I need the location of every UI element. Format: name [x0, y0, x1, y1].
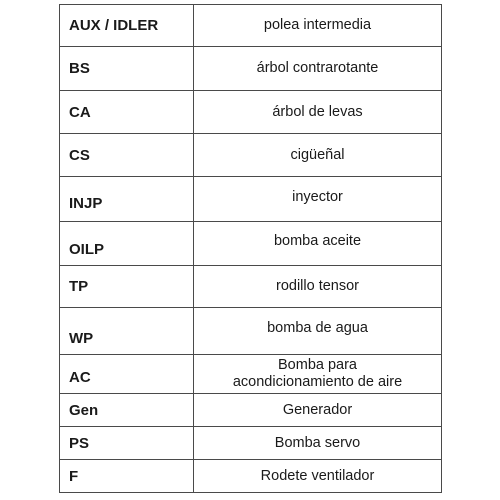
abbreviation-description: bomba aceite [194, 222, 442, 266]
abbreviation-code: WP [60, 308, 194, 355]
table-row [60, 460, 442, 493]
abbreviation-code: OILP [60, 222, 194, 266]
abbreviation-code: AUX / IDLER [60, 5, 194, 47]
abbreviation-description [194, 355, 442, 394]
abbreviation-description: rodillo tensor [194, 266, 442, 308]
abbreviation-description: cigüeñal [194, 134, 442, 177]
table-row [60, 134, 442, 177]
abbreviation-description: Bomba servo [194, 427, 442, 460]
abbreviation-code: AC [60, 355, 194, 394]
abbreviation-code: Gen [60, 394, 194, 427]
abbreviation-code: F [60, 460, 194, 493]
description-line: acondicionamiento de aire [232, 374, 403, 390]
table-row [60, 394, 442, 427]
abbreviation-description: polea intermedia [194, 5, 442, 47]
abbreviation-code: CS [60, 134, 194, 177]
table-row [60, 427, 442, 460]
table-row [60, 355, 442, 394]
abbreviation-code: CA [60, 91, 194, 134]
table-row [60, 308, 442, 355]
abbreviation-description: inyector [194, 177, 442, 222]
abbreviation-code: PS [60, 427, 194, 460]
table-row [60, 47, 442, 91]
abbreviation-table [59, 4, 442, 493]
table-row [60, 177, 442, 222]
table-row [60, 222, 442, 266]
table-row [60, 91, 442, 134]
description-line: Bomba para [278, 357, 357, 373]
table-row [60, 5, 442, 47]
abbreviation-code: INJP [60, 177, 194, 222]
table-row [60, 266, 442, 308]
abbreviation-description: árbol de levas [194, 91, 442, 134]
abbreviation-code: BS [60, 47, 194, 91]
abbreviation-code: TP [60, 266, 194, 308]
abbreviation-description: Rodete ventilador [194, 460, 442, 493]
abbreviation-description: bomba de agua [194, 308, 442, 355]
abbreviation-description: Generador [194, 394, 442, 427]
abbreviation-description: árbol contrarotante [194, 47, 442, 91]
